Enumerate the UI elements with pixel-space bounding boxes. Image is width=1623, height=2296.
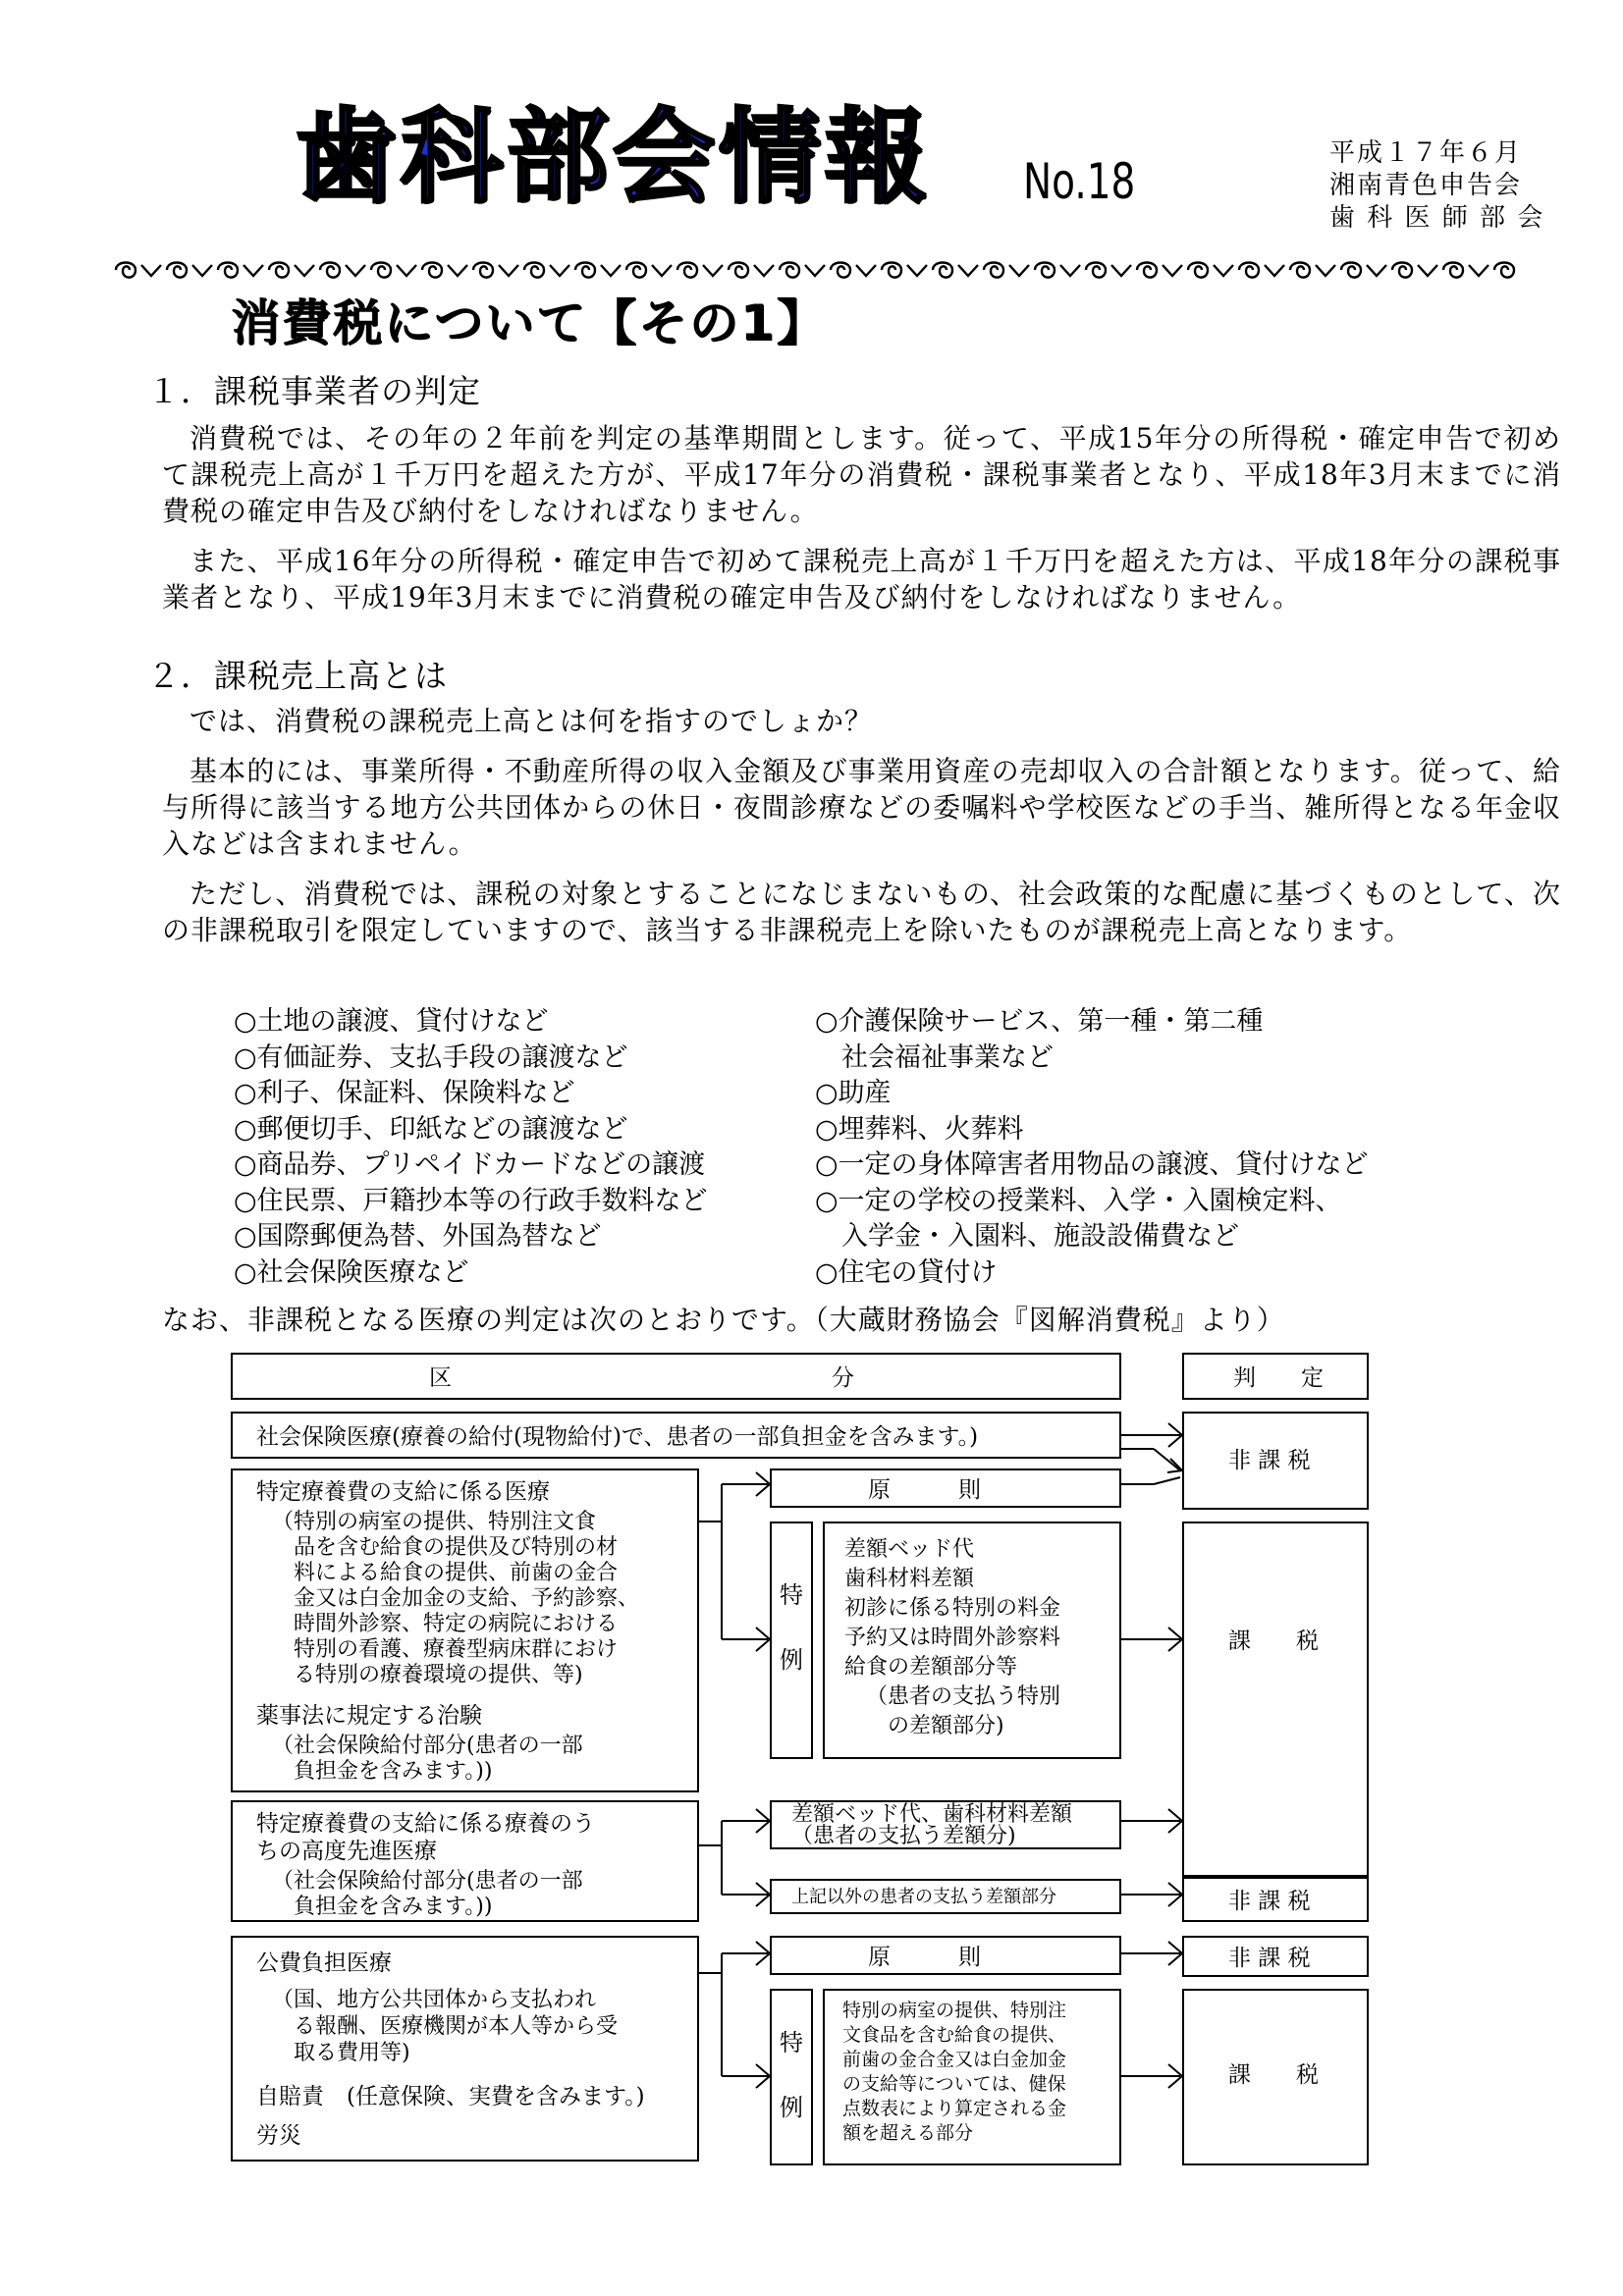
- row-public-medical: [231, 1936, 699, 2162]
- row-clinical-trial-detail: [272, 1734, 583, 1785]
- list-item: ○住宅の貸付け: [815, 1256, 998, 1288]
- detail-line: 負担金を含みます。)): [294, 1895, 493, 1919]
- detail-line: の支給等については、健保: [842, 2073, 1066, 2095]
- header-kubun: [231, 1353, 1121, 1400]
- row-advanced-medical-title: [256, 1810, 595, 1865]
- list-item: ○住民票、戸籍抄本等の行政手数料など: [234, 1185, 708, 1216]
- row3-other-label: 上記以外の患者の支払う差額部分: [791, 1887, 1056, 1907]
- row-social-insurance-label: 社会保険医療(療養の給付(現物給付)で、患者の一部負担金を含みます。): [256, 1424, 979, 1450]
- verdict-label: 非 課 税: [1228, 1946, 1311, 1971]
- tokurei-label: [772, 1991, 811, 2140]
- detail-line: る特別の療養環境の提供、等): [294, 1663, 583, 1687]
- detail-line: 金又は白金加金の支給、予約診察、: [294, 1586, 640, 1611]
- list-item: ○一定の身体障害者用物品の譲渡、貸付けなど: [815, 1149, 1369, 1180]
- detail-line: （患者の支払う特別: [866, 1684, 1061, 1709]
- row3-difference-label: [791, 1804, 1072, 1847]
- detail-line: 前歯の金合金又は白金加金: [842, 2049, 1067, 2070]
- gensoku-box: [770, 1468, 1121, 1508]
- list-item: ○郵便切手、印紙などの譲渡など: [234, 1113, 628, 1145]
- list-item: ○介護保険サービス、第一種・第二種: [815, 1006, 1264, 1037]
- tokurei-detail-box: [823, 1522, 1121, 1759]
- verdict-non-taxable-1: [1182, 1412, 1369, 1510]
- tokurei-label: [772, 1523, 811, 1692]
- section-1-paragraph-2: また、平成16年分の所得税・確定申告で初めて課税売上高が１千万円を超えた方は、平成18年分の課税事業者となり、平成19年3月末までに消費税の確定申告及び納付をしなければなりません。: [162, 545, 1561, 614]
- verdict-non-taxable-3: [1182, 1936, 1369, 1977]
- tokurei-detail-list-2: [842, 1999, 1066, 2146]
- publication-date: 平成１７年６月: [1329, 138, 1523, 168]
- row-advanced-medical-detail: [272, 1869, 583, 1920]
- detail-line: （特別の病室の提供、特別注文食: [272, 1510, 597, 1534]
- detail-line: る報酬、医療機関が本人等から受: [294, 2014, 619, 2039]
- detail-line: の差額部分): [866, 1714, 1004, 1738]
- tokurei-char: 特: [780, 1581, 803, 1609]
- gensoku-label: 原 則: [868, 1477, 981, 1503]
- verdict-label: 非 課 税: [1228, 1889, 1311, 1914]
- detail-line: 品を含む給食の提供及び特別の材: [294, 1535, 619, 1560]
- verdict-taxable-1: [1182, 1522, 1369, 1877]
- tokurei-char: 例: [780, 1646, 803, 1674]
- header-hantei: [1182, 1353, 1369, 1400]
- verdict-label: 課 税: [1228, 2062, 1319, 2088]
- row-public-medical-title: 公費負担医療: [256, 1950, 392, 1976]
- list-item: ○利子、保証料、保険料など: [234, 1078, 575, 1108]
- detail-line: 時間外診察、特定の病院における: [294, 1612, 619, 1636]
- detail-line: 差額ベッド代、歯科材料差額: [791, 1802, 1073, 1827]
- section-2-paragraph-3: ただし、消費税では、課税の対象とすることになじまないもの、社会政策的な配慮に基づくものとして、次の非課税取引を限定していますので、該当する非課税売上を除いたものが課税売上高となります。: [162, 878, 1561, 946]
- gensoku-box-2: [770, 1936, 1121, 1975]
- tokurei-box: [770, 1522, 813, 1759]
- list-item: ○埋葬料、火葬料: [815, 1113, 1024, 1145]
- tokurei-detail-box-2: [823, 1989, 1121, 2165]
- detail-line: 歯科材料差額: [844, 1567, 975, 1591]
- section-2-paragraph-2: 基本的には、事業所得・不動産所得の収入金額及び事業用資産の売却収入の合計額となります。従って、給与所得に該当する地方公共団体からの休日・夜間診療などの委嘱料や学校医などの手当、雑所得となる年金収入などは含まれません。: [162, 755, 1561, 860]
- verdict-label: 非 課 税: [1228, 1448, 1311, 1473]
- row-specified-medical-title: 特定療養費の支給に係る医療: [256, 1479, 550, 1505]
- detail-line: 点数表により算定される金: [842, 2098, 1067, 2119]
- detail-line: （患者の支払う差額分): [791, 1824, 1016, 1848]
- detail-line: 特別の看護、療養型病床群におけ: [294, 1637, 619, 1662]
- detail-line: 料による給食の提供、前歯の金合: [294, 1561, 619, 1585]
- header-hantei-label: 判 定: [1233, 1365, 1324, 1391]
- section-2-heading: ２．課税売上高とは: [147, 657, 448, 695]
- gensoku-label: 原 則: [868, 1945, 981, 1970]
- verdict-non-taxable-2: [1182, 1877, 1369, 1922]
- list-item: ○社会保険医療など: [234, 1256, 469, 1288]
- list-item: 社会福祉事業など: [815, 1041, 1054, 1073]
- list-item: ○商品券、プリペイドカードなどの譲渡: [234, 1149, 706, 1180]
- detail-line: 取る費用等): [294, 2041, 410, 2065]
- tokurei-char: 特: [780, 2029, 803, 2056]
- verdict-taxable-2: [1182, 1989, 1369, 2165]
- section-1-heading: １．課税事業者の判定: [147, 372, 481, 410]
- row-advanced-medical: [231, 1800, 699, 1922]
- list-item: ○助産: [815, 1078, 892, 1108]
- verdict-label: 課 税: [1228, 1629, 1319, 1654]
- tokurei-detail-list: [844, 1535, 1060, 1741]
- row3-other-box: [770, 1879, 1121, 1914]
- detail-line: 文食品を含む給食の提供、: [842, 2024, 1067, 2046]
- publisher-division: 歯 科 医 師 部 会: [1329, 203, 1545, 233]
- list-item: ○一定の学校の授業料、入学・入園検定料、: [815, 1185, 1342, 1216]
- detail-line: 特別の病室の提供、特別注: [842, 2000, 1067, 2021]
- issue-number: No.18: [1023, 153, 1136, 210]
- detail-line: 初診に係る特別の料金: [844, 1596, 1061, 1621]
- detail-line: （社会保険給付部分(患者の一部: [272, 1734, 583, 1758]
- detail-line: 給食の差額部分等: [844, 1655, 1018, 1680]
- diagram-intro-note: なお、非課税となる医療の判定は次のとおりです。（大蔵財務協会『図解消費税』より）: [162, 1304, 1285, 1336]
- section-2-paragraph-1: では、消費税の課税売上高とは何を指すのでしょか？: [189, 705, 874, 737]
- list-item: 入学金・入園料、施設設備費など: [815, 1221, 1239, 1252]
- row-rousai-title: 労災: [256, 2123, 301, 2149]
- detail-line: （国、地方公共団体から支払われ: [272, 1988, 597, 2012]
- row-social-insurance: [231, 1412, 1121, 1459]
- detail-line: 予約又は時間外診察料: [844, 1626, 1061, 1650]
- row-specified-medical-detail: [272, 1510, 639, 1688]
- detail-line: （社会保険給付部分(患者の一部: [272, 1869, 583, 1894]
- header-kubun-char-2: 分: [832, 1365, 854, 1391]
- list-item: ○有価証券、支払手段の譲渡など: [234, 1041, 628, 1073]
- tokurei-char: 例: [780, 2094, 803, 2121]
- header-kubun-char-1: 区: [429, 1365, 452, 1391]
- row-jibaiseki-title: 自賠責 (任意保険、実費を含みます。): [256, 2084, 645, 2109]
- title-line: 特定療養費の支給に係る療養のう: [256, 1811, 595, 1837]
- list-item: ○国際郵便為替、外国為替など: [234, 1221, 602, 1252]
- publisher-org: 湘南青色申告会: [1329, 171, 1523, 200]
- row3-difference-box: [770, 1800, 1121, 1849]
- detail-line: 負担金を含みます。)): [294, 1759, 493, 1784]
- title-line: ちの高度先進医療: [256, 1839, 437, 1864]
- list-item: ○土地の譲渡、貸付けなど: [234, 1006, 549, 1037]
- row-clinical-trial-title: 薬事法に規定する治験: [256, 1703, 482, 1729]
- row-specified-medical: [231, 1468, 699, 1792]
- detail-line: 差額ベッド代: [844, 1537, 975, 1562]
- section-1-paragraph-1: 消費税では、その年の２年前を判定の基準期間とします。従って、平成15年分の所得税・確定申告で初めて課税売上高が１千万円を超えた方が、平成17年分の消費税・課税事業者となり、平成18年3月末までに消費税の確定申告及び納付をしなければなりません。: [162, 422, 1561, 527]
- row-public-medical-detail: [272, 1987, 618, 2066]
- masthead-title: 歯科部会情報: [295, 97, 932, 217]
- article-title: 消費税について【その1】: [231, 294, 828, 351]
- tokurei-box-2: [770, 1989, 813, 2165]
- detail-line: 額を超える部分: [842, 2122, 974, 2144]
